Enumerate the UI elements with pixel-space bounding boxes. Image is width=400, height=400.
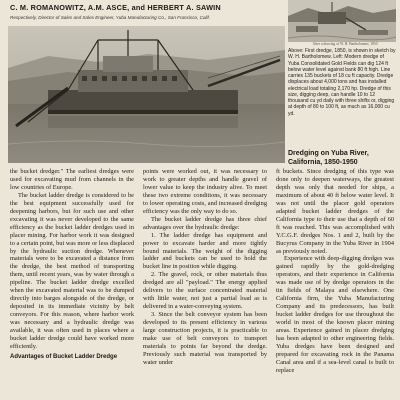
authors-line: C. M. ROMANOWITZ, A.M. ASCE, and HERBERT A. SAWIN — [10, 3, 221, 12]
sketch-credit: After a drawing of W. H. Bartholomew, 1850 — [312, 42, 378, 46]
list-item: 1. The ladder dredge has equipment and power to excavate harder and more tightly bound materials. The weight of the digging ladder and buckets can be used to hold the bucket line in position while digging. — [143, 231, 267, 271]
paragraph: The bucket ladder dredge is considered to be the best equipment successfully used for deepening harbors, but for such use and other excavating it was never developed to the same efficiency as the bucket ladder dredges used in placer mining. For harbor work it was designed to a certain point, but was more or less displaced by the hydraulic suction dredge. Whenever materials were to be excavated a distance from the dredge, the best method of transporting them, until recent years, was by water through a pipeline. The bucket ladder dredge excelled when the excavated material was to be dumped directly into barges alongside of the dredge, or deposited in its immediate vicinity by belt conveyors. For this reason, where harbor work was necessary and a hydraulic dredge was available, it was often used in places where a bucket ladder dredge could have worked more efficiently. — [10, 191, 134, 350]
list-item: 3. Since the belt conveyor system has been developed to its present efficiency in various large construction projects, it is practicable to make use of belt conveyors to transport materials to points far beyond the dredge. Previously such material was transported by water under — [143, 311, 267, 366]
paragraph: The bucket ladder dredge has three chief advantages over the hydraulic dredge: — [143, 215, 267, 231]
list-item: 2. The gravel, rock, or other materials thus dredged are all "payload." The energy applied delivers to the surface concentrated material with little water, not just a partial load as is delivered in a water-conveying system. — [143, 271, 267, 311]
text-column-2 — [143, 168, 267, 400]
section-title: Dredging on Yuba River, California, 1850-1950 — [288, 150, 369, 166]
text-column-1 — [10, 168, 134, 400]
author-affiliation: Respectively, Director of Sales and Sales Engineer, Yuba Manufacturing Co., San Francisco, Calif. — [10, 15, 211, 20]
paragraph: Experience with deep-digging dredges was gained rapidly by the gold-dredging operators, and their experience in California was made use of by dredge operators in the tin fields of Malaya and elsewhere. One California firm, the Yuba Manufacturing Company and its predecessors, has built bucket ladder dredges for use throughout the world in most of the known placer mining areas. Experience gained in placer dredging has been adapted to other engineering fields. Yuba dredges have been designed and prepared for excavating rock in the Panama Canal area and if a sea-level canal is built to replace — [276, 255, 394, 374]
subheading: Advantages of Bucket Ladder Dredge — [10, 353, 118, 360]
paragraph: the bucket dredger." The earliest dredges were used for excavating mud from channels in the low countries of Europe. — [10, 168, 134, 191]
paragraph: ft buckets. Since dredging of this type was done only to deepen waterways, the greatest depth was only that needed for ships, a maximum of about 40 ft below water level. It was not until the placer gold operators adapted bucket ladder dredges of the California type to their use that a depth of 60 ft was reached. This was accomplished with Y.C.G.F. dredges Nos. 1 and 2, built by the Bucyrus Company in the Yuba River in 1904 as previously noted. — [276, 168, 394, 255]
photo-caption: Above: First dredge, 1850, is shown in sketch by W. H. Bartholomew. Left: Modern dredge of Yuba Consolidated Gold Fields can dig 124 ft below water level against bank 80 ft high. Line carries 135 buckets of 18 cu ft capacity. Dredge displaces about 4,000 tons and has installed electrical load totaling 2,170 hp. Dredge of this size, digging deep, can handle 10 to 12 thousand cu yd daily with three shifts or, digging at depth of 80 to 100 ft, as much as 16,000 cu yd. — [288, 48, 396, 117]
paragraph: points were worked out, it was necessary to work to greater depths and handle gravel of lower value to keep the industry alive. To meet these two extreme conditions, it was necessary to lower operating costs, and increased dredging efficiency was the only way to do so. — [143, 168, 267, 215]
text-column-3 — [276, 168, 394, 400]
historical-sketch-photo — [288, 0, 396, 42]
dredge-photo — [8, 26, 285, 163]
